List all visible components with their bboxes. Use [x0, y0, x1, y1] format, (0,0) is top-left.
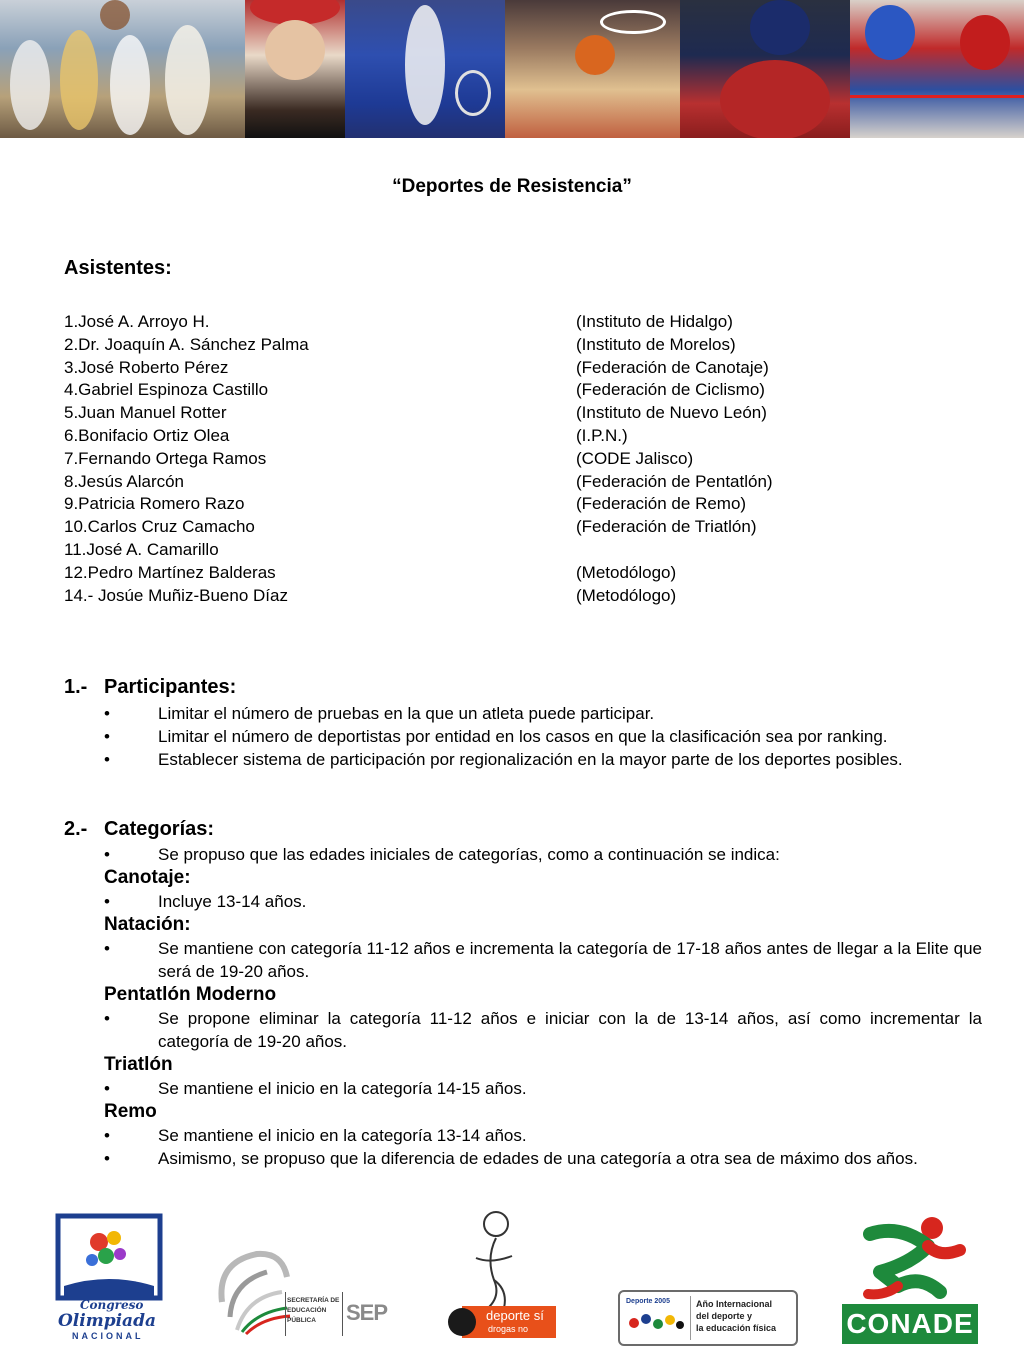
attendee-name: 8.Jesús Alarcón	[64, 471, 185, 491]
attendee-row	[64, 334, 964, 357]
bullet-item: • Se propuso que las edades iniciales de categorías, como a continuación se indica:	[104, 843, 982, 866]
banner-photo-basketball	[505, 0, 680, 138]
attendee-row	[64, 402, 964, 425]
attendee-name: 4.Gabriel Espinoza Castillo	[64, 380, 269, 400]
attendee-org: (I.P.N.)	[576, 425, 628, 445]
attendee-org: (Federación de Pentatlón)	[576, 471, 773, 491]
attendee-org: (Federación de Remo)	[576, 494, 747, 514]
categorias-content	[104, 843, 982, 1170]
attendee-org: (Instituto de Nuevo León)	[576, 403, 767, 423]
congreso-olimpiada-logo	[54, 1212, 164, 1344]
runner-figure-icon	[840, 1214, 980, 1309]
section-participantes-heading	[64, 676, 236, 699]
deporte-si-drogas-no-logo	[446, 1208, 566, 1342]
sport-heading-pentatlon: Pentatlón Moderno	[104, 984, 277, 1005]
ano-badge: Deporte 2005	[626, 1298, 670, 1305]
header-banner	[0, 0, 1024, 138]
bullet-item: • Establecer sistema de participación por regionalización en la mayor parte de los deportes posibles.	[104, 748, 982, 771]
banner-photo-runners	[0, 0, 245, 138]
attendee-org: (Instituto de Hidalgo)	[576, 312, 733, 331]
congreso-year: 2005	[100, 1272, 116, 1279]
ano-internacional-logo	[618, 1290, 798, 1346]
section-categorias-heading	[64, 818, 214, 841]
sport-heading-natacion: Natación:	[104, 914, 191, 935]
attendee-row	[64, 471, 964, 494]
attendee-name: 7.Fernando Ortega Ramos	[64, 448, 267, 468]
bullet-item: • Limitar el número de deportistas por entidad en los casos en que la clasificación sea por ranking.	[104, 725, 982, 748]
sport-heading-canotaje: Canotaje:	[104, 867, 191, 888]
sep-line3: PÚBLICA	[287, 1317, 316, 1324]
section-title: Categorías:	[104, 818, 215, 840]
sport-heading-triatlon: Triatlón	[104, 1054, 173, 1075]
ano-line1: Año Internacional	[696, 1299, 773, 1309]
sep-logo	[212, 1242, 388, 1342]
attendee-org: (CODE Jalisco)	[576, 448, 694, 468]
attendee-row	[64, 311, 964, 334]
footer-logos	[0, 1200, 1024, 1365]
document-title: “Deportes de Resistencia”	[392, 176, 632, 197]
attendee-row	[64, 562, 964, 585]
attendee-name: 12.Pedro Martínez Balderas	[64, 562, 276, 582]
attendees-list	[64, 311, 964, 607]
bullet-item: • Se propone eliminar la categoría 11-12 años e iniciar con la de 13-14 años, así como incrementar la categoría de 19-20 años.	[104, 1007, 982, 1053]
bullet-item: • Limitar el número de pruebas en la que un atleta puede participar.	[104, 702, 982, 725]
bullet-item: • Incluye 13-14 años.	[104, 890, 982, 913]
attendee-row	[64, 539, 964, 562]
conade-logo	[840, 1214, 980, 1344]
attendee-row	[64, 493, 964, 516]
banner-photo-boxing	[850, 0, 1024, 138]
attendee-org: (Federación de Triatlón)	[576, 517, 757, 537]
attendee-name: 2.Dr. Joaquín A. Sánchez Palma	[64, 334, 309, 354]
attendee-row	[64, 425, 964, 448]
attendee-name: 11.José A. Camarillo	[64, 539, 219, 559]
attendee-name: 9.Patricia Romero Razo	[64, 494, 245, 514]
attendee-name: 6.Bonifacio Ortiz Olea	[64, 425, 230, 445]
bullet-item: • Se mantiene el inicio en la categoría 14-15 años.	[104, 1077, 982, 1100]
attendee-org: (Federación de Canotaje)	[576, 357, 769, 377]
attendee-name: 14.- Josúe Muñiz-Bueno Díaz	[64, 585, 288, 605]
participantes-bullets	[104, 702, 982, 771]
ano-line3: la educación física	[696, 1323, 777, 1333]
attendee-row	[64, 516, 964, 539]
national-seal-icon	[212, 1242, 292, 1337]
bullet-item: • Se mantiene el inicio en la categoría 13-14 años.	[104, 1124, 982, 1147]
section-number: 2.-	[64, 818, 88, 840]
attendee-row	[64, 585, 964, 608]
section-title: Participantes:	[104, 676, 237, 698]
attendee-name: 10.Carlos Cruz Camacho	[64, 517, 255, 537]
section-number: 1.-	[64, 676, 88, 698]
banner-photo-chess	[245, 0, 345, 138]
attendee-name: 1.José A. Arroyo H.	[64, 312, 210, 331]
attendee-row	[64, 379, 964, 402]
attendee-org: (Instituto de Morelos)	[576, 334, 736, 354]
attendee-org: (Metodólogo)	[576, 585, 677, 605]
congreso-emblem-icon	[54, 1212, 164, 1302]
attendee-name: 5.Juan Manuel Rotter	[64, 403, 227, 423]
attendee-row	[64, 448, 964, 471]
bullet-item: • Se mantiene con categoría 11-12 años e incrementa la categoría de 17-18 años antes de llegar a la Elite que será de 19-20 años.	[104, 937, 982, 983]
attendees-heading: Asistentes:	[64, 257, 172, 279]
congreso-line3: NACIONAL	[72, 1331, 144, 1341]
colored-figures-icon	[624, 1310, 688, 1336]
congreso-line1: Congreso	[80, 1298, 144, 1312]
attendee-name: 3.José Roberto Pérez	[64, 357, 229, 377]
conade-name: CONADE	[846, 1308, 974, 1339]
sport-heading-remo: Remo	[104, 1101, 157, 1122]
congreso-line2: Olimpiada	[58, 1311, 156, 1331]
ano-line2: del deporte y	[696, 1311, 753, 1321]
sep-abbr: SEP	[346, 1300, 388, 1325]
sep-line1: SECRETARÍA DE	[287, 1297, 340, 1304]
attendee-row	[64, 357, 964, 380]
sep-line2: EDUCACIÓN	[287, 1307, 327, 1314]
bullet-item: • Asimismo, se propuso que la diferencia de edades de una categoría a otra sea de máximo dos años.	[104, 1147, 982, 1170]
deporte-si-line1: deporte sí	[486, 1308, 544, 1323]
banner-photo-taekwondo	[680, 0, 850, 138]
attendee-org: (Metodólogo)	[576, 562, 677, 582]
deporte-si-line2: drogas no	[488, 1324, 529, 1334]
attendee-org: (Federación de Ciclismo)	[576, 380, 765, 400]
banner-photo-badminton	[345, 0, 505, 138]
